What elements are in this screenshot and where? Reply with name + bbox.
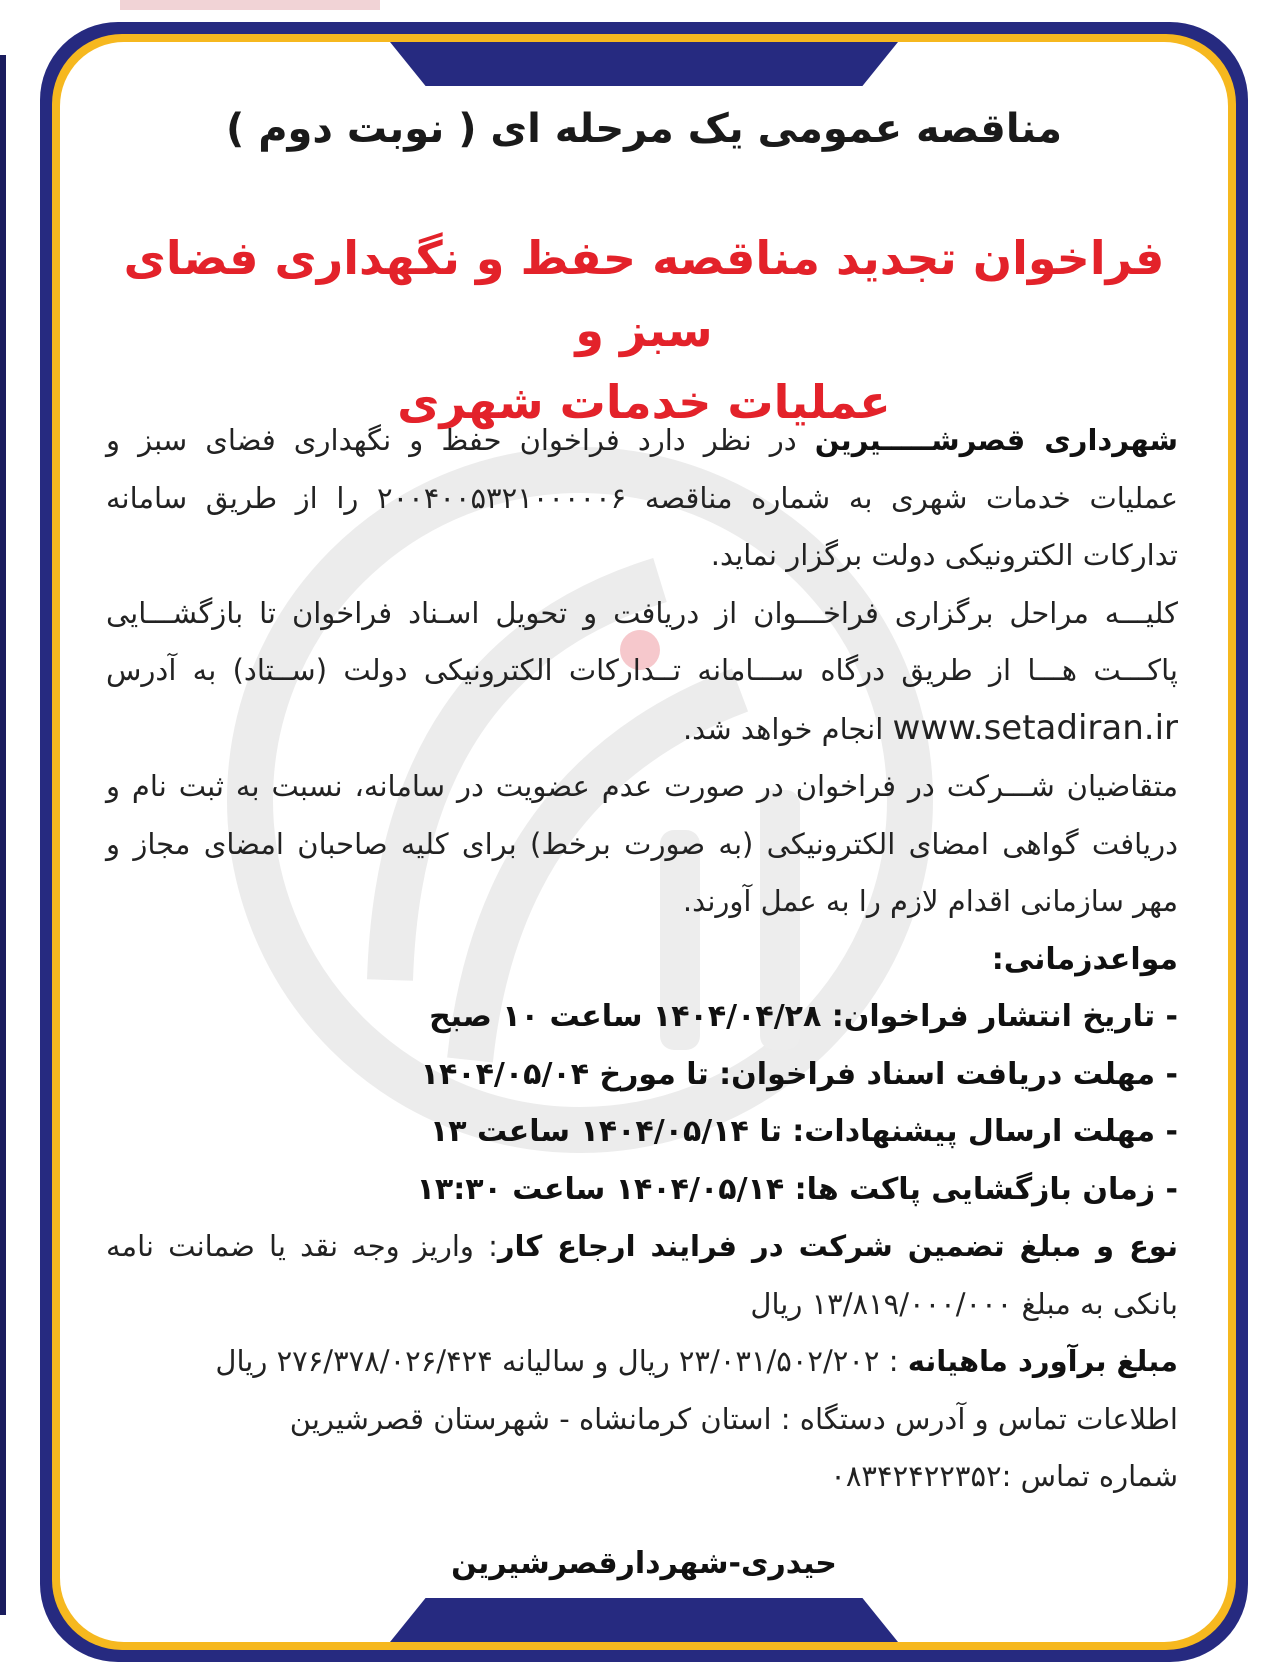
guarantee-text: : واریز وجه نقد یا ضمانت نامه بانکی به مبلغ ۱۳/۸۱۹/۰۰۰/۰۰۰ ریال <box>106 1229 1178 1321</box>
estimate-text: : ۲۳/۰۳۱/۵۰۲/۲۰۲ ریال و سالیانه ۲۷۶/۳۷۸/۰۲۶/۴۲۴ ریال <box>215 1344 908 1378</box>
procedure-text: کلیـــه مراحل برگزاری فراخـــوان از دریافت و تحویل اسـناد فراخوان تا بازگشـــایی پاکـــت هـــا از طریق درگاه ســـامانه تــدارکات الکترونیکی دولت (ســتاد) به آدرس <box>106 595 1178 687</box>
contact-address: اطلاعات تماس و آدرس دستگاه : استان کرمانشاه - شهرستان قصرشیرین <box>289 1401 1178 1436</box>
top-edge-fragment <box>120 0 380 10</box>
notice-title <box>100 222 1188 438</box>
notice-body <box>106 412 1178 1506</box>
schedule-item-opening: - زمان بازگشایی پاکت ها: ۱۴۰۴/۰۵/۱۴ ساعت ۱۳:۳۰ <box>416 1171 1178 1207</box>
left-edge-strip <box>0 55 6 1615</box>
notice-title-line-1: فراخوان تجدید مناقصه حفظ و نگهداری فضای سبز و <box>123 231 1165 357</box>
tender-heading: مناقصه عمومی یک مرحله ای ( نوبت دوم ) <box>226 106 1062 152</box>
estimate-paragraph <box>106 1333 1178 1391</box>
municipality-name: شهرداری قصرشـــــیرین <box>814 423 1178 457</box>
notice-content <box>60 42 1228 1642</box>
intro-text: در نظر دارد فراخوان حفظ و نگهداری فضای سبز و عملیات خدمات شهری به شماره مناقصه ۲۰۰۴۰۰۵۳۲۱۰۰۰۰۰۶ را از طریق سامانه تدارکات الکترونیکی دولت برگزار نماید. <box>106 423 1178 572</box>
signature: حیدری-شهردارقصرشیرین <box>451 1546 837 1581</box>
setad-url-link[interactable]: www.setadiran.ir <box>892 707 1178 748</box>
notice-title-line-2: عملیات خدمات شهری <box>397 375 891 429</box>
schedule-item-documents: - مهلت دریافت اسناد فراخوان: تا مورخ ۱۴۰۴/۰۵/۰۴ <box>420 1056 1178 1092</box>
schedule-item-submission: - مهلت ارسال پیشنهادات: تا ۱۴۰۴/۰۵/۱۴ ساعت ۱۳ <box>429 1114 1178 1149</box>
registration-paragraph: متقاضیان شـــرکت در فراخوان در صورت عدم عضویت در سامانه، نسبت به ثبت نام و دریافت گواهی امضای الکترونیکی (به صورت برخط) برای کلیه صاحبان امضای مجاز و مهر سازمانی اقدام لازم را به عمل آورند. <box>106 769 1178 918</box>
contact-phone: شماره تماس :۰۸۳۴۲۴۲۲۳۵۲ <box>830 1459 1178 1493</box>
procedure-tail: انجام خواهد شد. <box>682 711 893 746</box>
estimate-label: مبلغ برآورد ماهیانه <box>907 1344 1178 1378</box>
guarantee-label: نوع و مبلغ تضمین شرکت در فرایند ارجاع کار <box>497 1229 1178 1263</box>
intro-paragraph <box>106 412 1178 585</box>
guarantee-paragraph <box>106 1218 1178 1333</box>
schedule-item-publish: - تاریخ انتشار فراخوان: ۱۴۰۴/۰۴/۲۸ ساعت ۱۰ صبح <box>429 999 1178 1034</box>
procedure-paragraph <box>106 585 1178 759</box>
schedule-title: مواعدزمانی: <box>991 941 1178 977</box>
